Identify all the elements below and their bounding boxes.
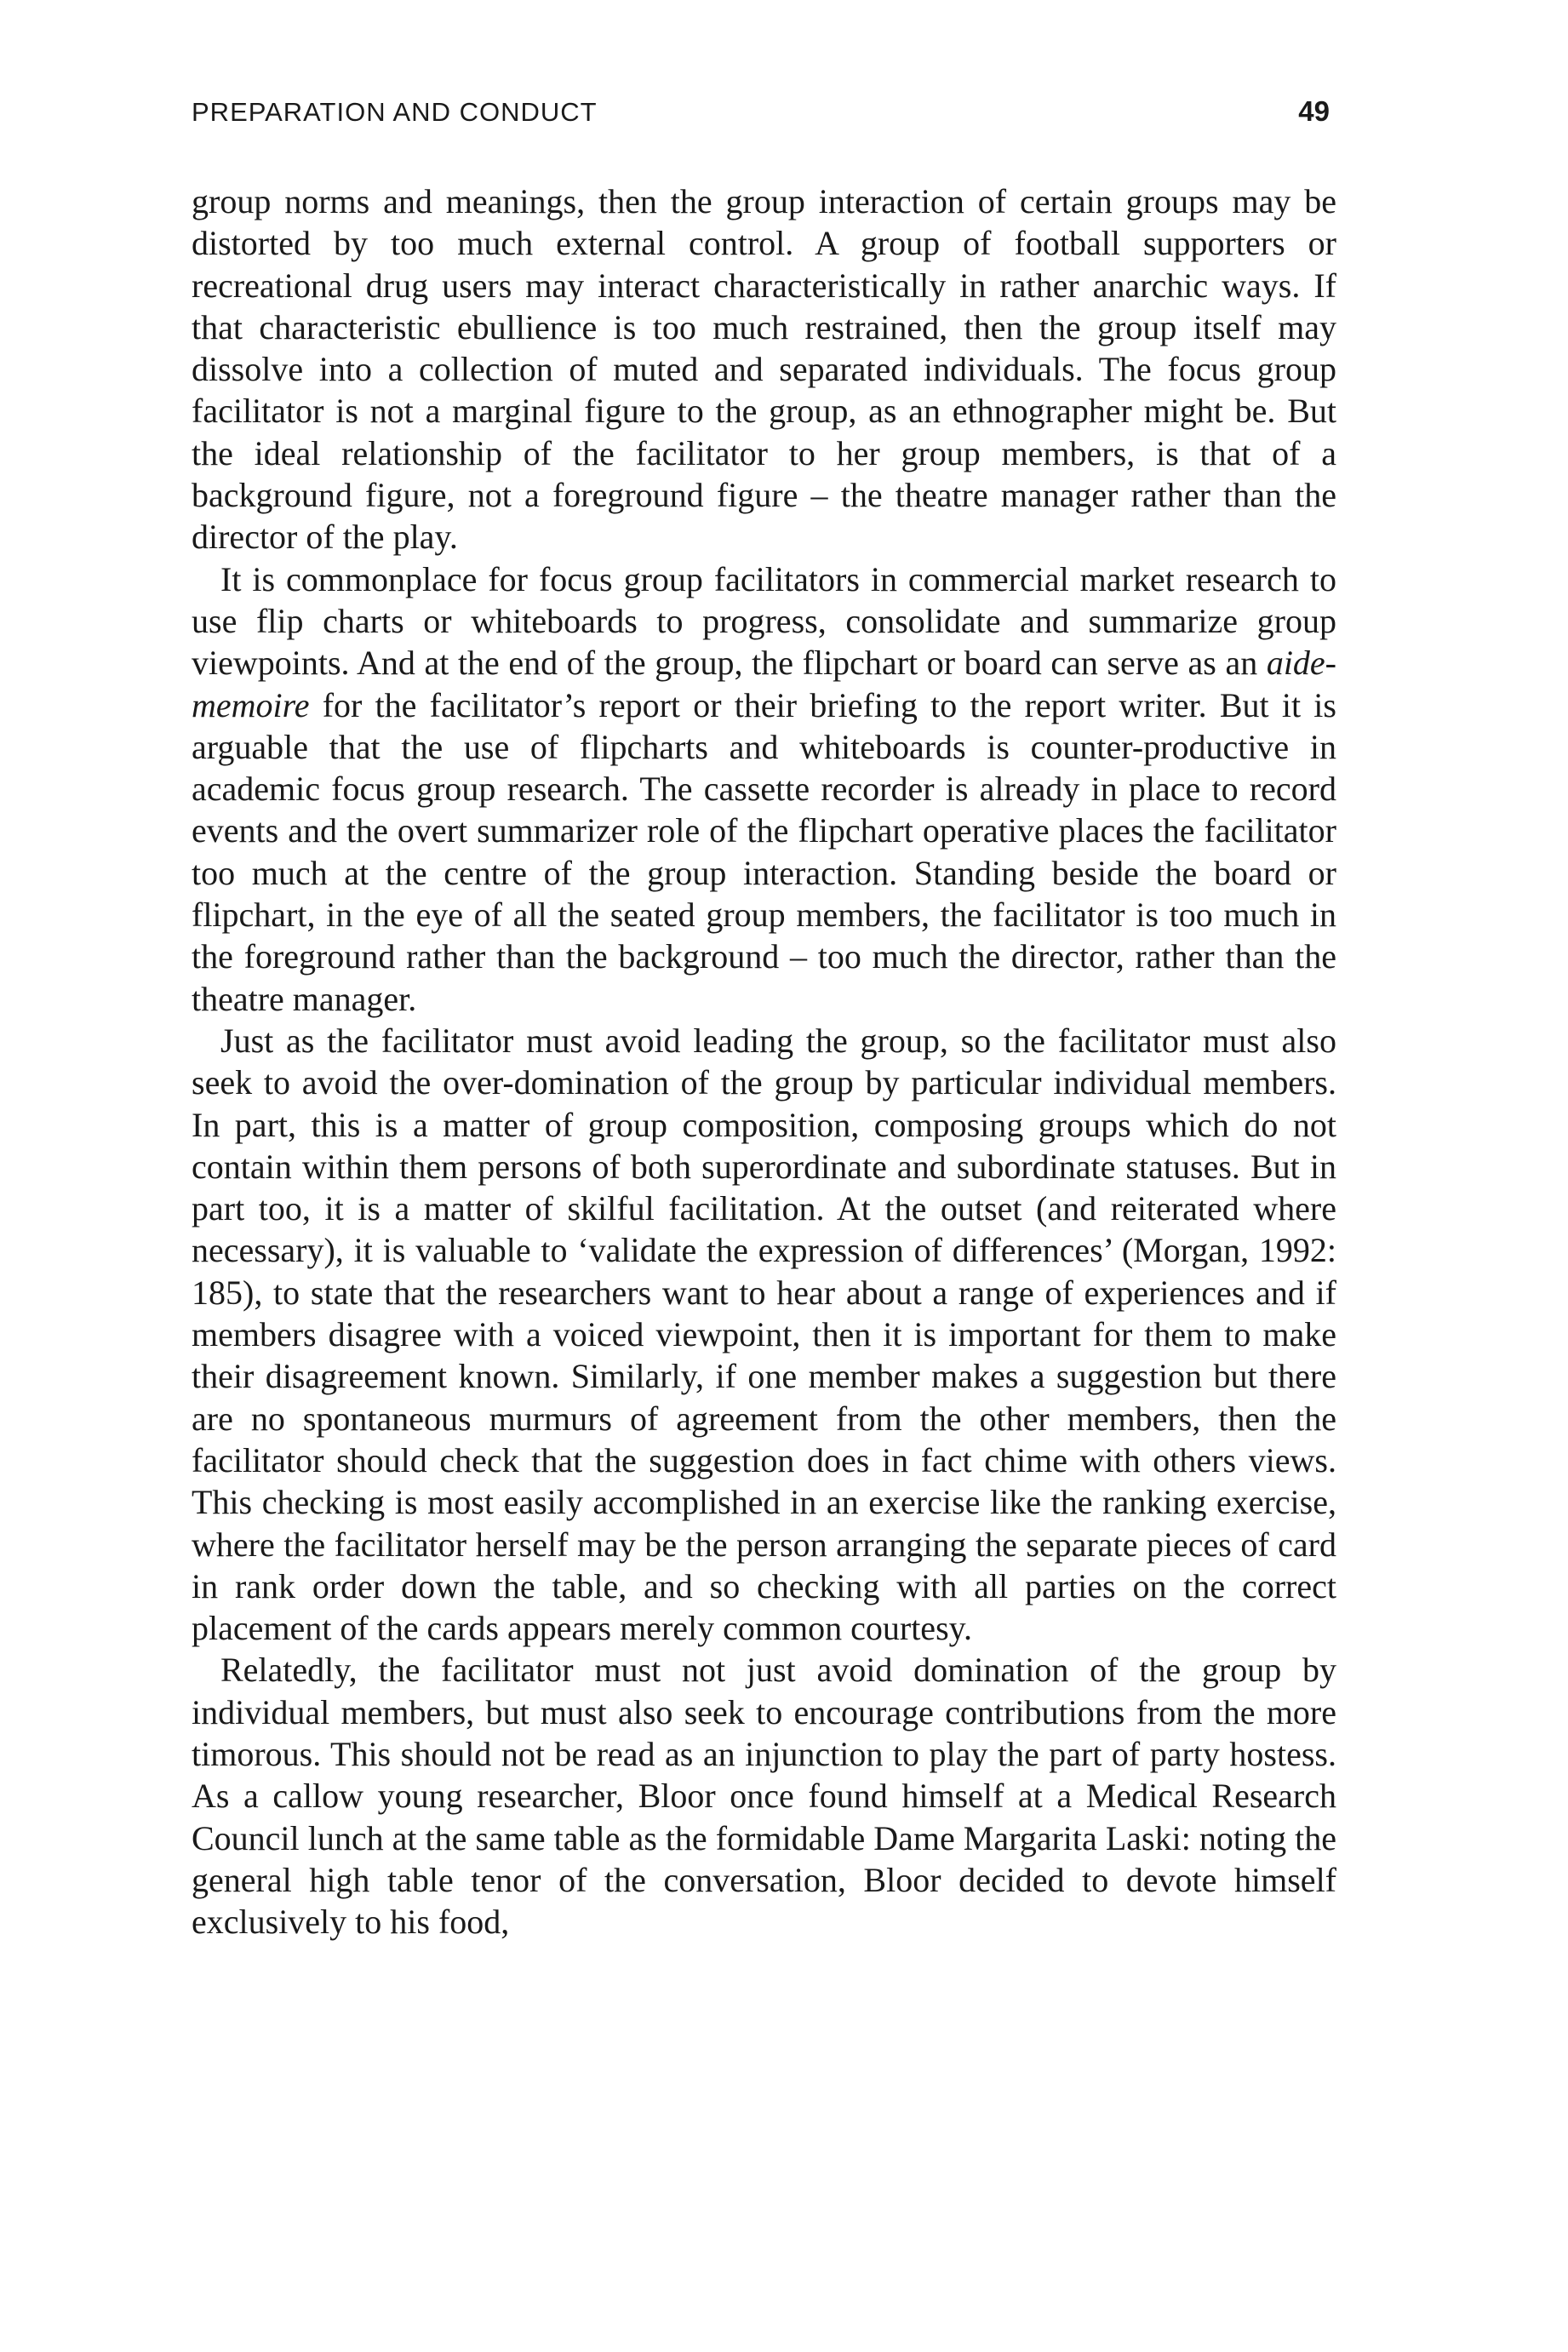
paragraph-2-text-start: It is commonplace for focus group facilitators in commercial market research to use flip charts or whiteboards to progress, consolidate and summarize group viewpoints. And at the end of the group, the flipchart or board can serve as an: [192, 559, 1336, 683]
paragraph-4: Relatedly, the facilitator must not just avoid domination of the group by individual members, but must also seek to encourage contributions from the more timorous. This should not be read as an injunction to play the part of party hostess. As a callow young researcher, Bloor once found himself at a Medical Research Council lunch at the same table as the formidable Dame Margarita Laski: noting the general high table tenor of the conversation, Bloor decided to devote himself exclusively to his food,: [192, 1651, 1336, 1942]
body-text: [192, 180, 1336, 1943]
paragraph-3: Just as the facilitator must avoid leading the group, so the facilitator must also seek to avoid the over-domination of the group by particular individual members. In part, this is a matter of group composition, composing groups which do not contain within them persons of both superordinate and subordinate statuses. But in part too, it is a matter of skilful facilitation. At the outset (and reiterated where necessary), it is valuable to ‘validate the expression of differences’ (Morgan, 1992: 185), to state that the researchers want to hear about a range of experiences and if members disagree with a voiced viewpoint, then it is important for them to make their disagreement known. Similarly, if one member makes a suggestion but there are no spontaneous murmurs of agreement from the other members, then the facilitator should check that the suggestion does in fact chime with others views. This checking is most easily accomplished in an exercise like the ranking exercise, where the facilitator herself may be the person arranging the separate pieces of card in rank order down the table, and so checking with all parties on the correct placement of the cards appears merely common courtesy.: [192, 1021, 1336, 1648]
paragraph-2-italic-term: aide-memoire: [192, 644, 1336, 724]
page-number: 49: [1298, 95, 1330, 127]
running-head: [192, 95, 1330, 138]
paragraph-2: [192, 558, 1336, 1020]
running-head-title: PREPARATION AND CONDUCT: [192, 97, 598, 127]
paragraph-1: group norms and meanings, then the group interaction of certain groups may be distorted by too much external control. A group of football supporters or recreational drug users may interact characteristically in rather anarchic ways. If that characteristic ebullience is too much restrained, then the group itself may dissolve into a collection of muted and separated individuals. The focus group facilitator is not a marginal figure to the group, as an ethnographer might be. But the ideal relationship of the facilitator to her group members, is that of a background figure, not a foreground figure – the theatre manager rather than the director of the play.: [192, 182, 1336, 557]
paragraph-2-text-end: for the facilitator’s report or their briefing to the report writer. But it is arguable that the use of flipcharts and whiteboards is counter-productive in academic focus group research. The cassette recorder is already in place to record events and the overt summarizer role of the flipchart operative places the facilitator too much at the centre of the group interaction. Standing beside the board or flipchart, in the eye of all the seated group members, the facilitator is too much in the foreground rather than the background – too much the director, rather than the theatre manager.: [192, 685, 1336, 1018]
